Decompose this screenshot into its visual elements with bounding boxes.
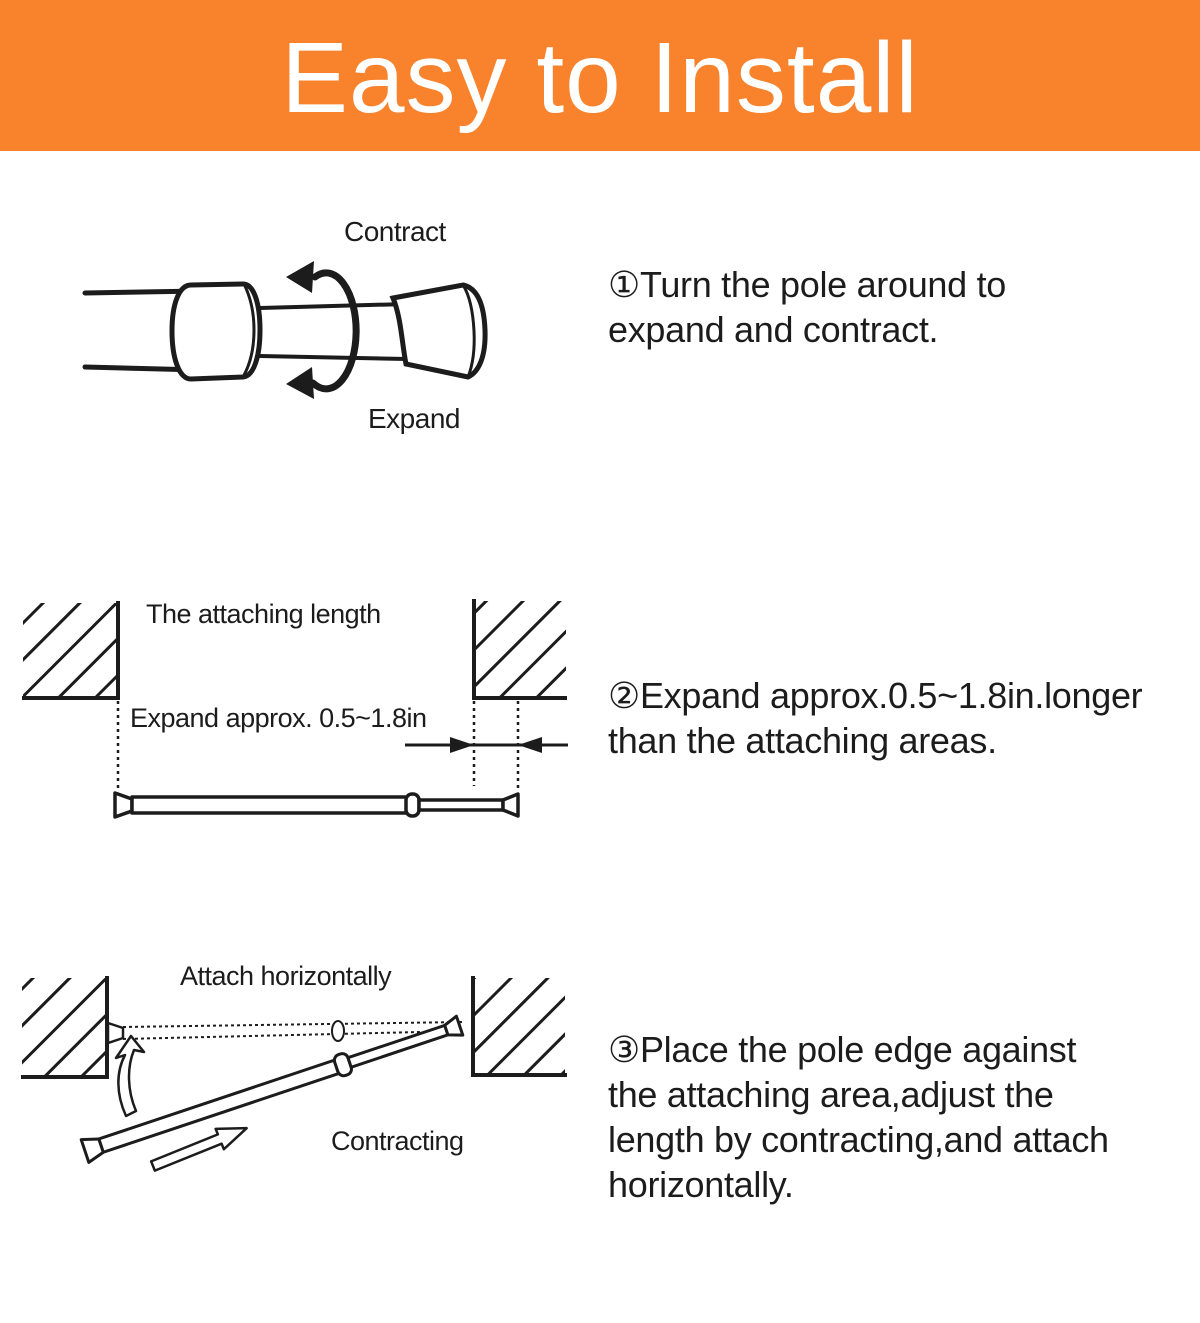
header-banner xyxy=(0,0,1200,151)
banner-title: Easy to Install xyxy=(281,21,919,134)
instruction-line: ②Expand approx.0.5~1.8in.longer xyxy=(608,675,1143,716)
attaching-length-label: The attaching length xyxy=(146,599,381,629)
expand-approx-label: Expand approx. 0.5~1.8in xyxy=(130,703,427,733)
instruction-line: than the attaching areas. xyxy=(608,720,997,761)
rod-thin-tube xyxy=(419,800,503,810)
expand-label: Expand xyxy=(368,403,460,434)
rod-right-cap xyxy=(503,794,518,816)
wall-left-hatch xyxy=(22,978,107,1077)
dimension-arrow-head-right xyxy=(450,737,474,753)
attach-horizontally-label: Attach horizontally xyxy=(180,961,392,991)
rotation-arrow-head-top xyxy=(286,261,314,293)
rod-joint xyxy=(406,794,419,816)
instruction-line: ①Turn the pole around to xyxy=(608,264,1006,305)
ghost-rod-joint xyxy=(332,1021,344,1041)
rotation-arrow-arc xyxy=(313,273,356,389)
dimension-arrow-head-left xyxy=(518,737,542,753)
tension-rod xyxy=(115,793,518,817)
instruction-line: horizontally. xyxy=(608,1164,794,1205)
rotation-diagram xyxy=(60,200,580,460)
wall-left-hatch xyxy=(23,603,118,698)
instruction-line: ③Place the pole edge against xyxy=(608,1029,1077,1070)
rotation-arrow-head-bottom xyxy=(286,367,314,399)
ghost-rod-top-line xyxy=(123,1022,463,1027)
wall-right-hatch xyxy=(473,978,565,1075)
step-2-instruction xyxy=(608,673,1142,763)
pole-inner-bottom xyxy=(260,356,407,359)
diagonal-rod-thin-tube xyxy=(348,1025,448,1067)
step-1-instruction xyxy=(608,262,1006,352)
step-3-instruction xyxy=(608,1027,1109,1207)
rod-left-cap xyxy=(115,793,132,817)
pole-sleeve xyxy=(172,284,260,379)
wall-right-hatch xyxy=(474,601,566,698)
contracting-label: Contracting xyxy=(331,1126,464,1156)
instruction-line: length by contracting,and attach xyxy=(608,1119,1109,1160)
contract-label: Contract xyxy=(344,216,446,247)
ghost-rod-left-cap xyxy=(108,1023,123,1043)
instruction-line: expand and contract. xyxy=(608,309,939,350)
pole-inner-top xyxy=(260,304,407,308)
instruction-line: the attaching area,adjust the xyxy=(608,1074,1054,1115)
rod-main-tube xyxy=(132,797,407,813)
rotate-up-arrow xyxy=(116,1036,144,1116)
